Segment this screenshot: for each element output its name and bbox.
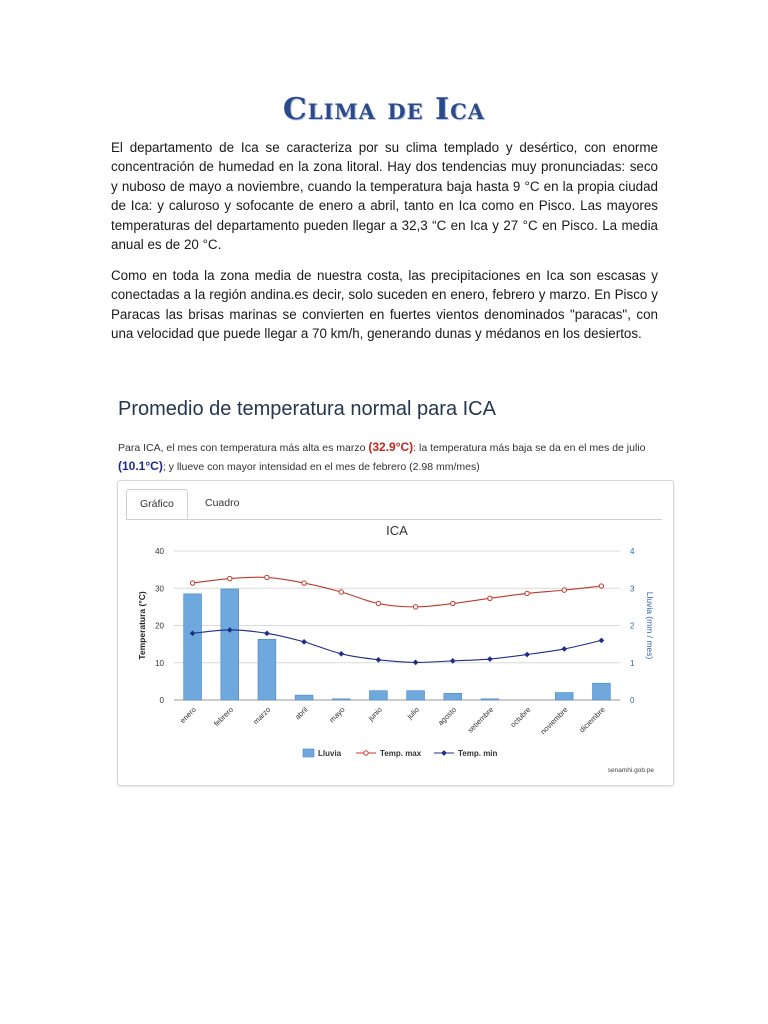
temp-max-point <box>190 581 194 585</box>
x-tick-label: marzo <box>251 705 273 727</box>
rain-bar <box>592 683 610 700</box>
desc-text-3: ; y llueve con mayor intensidad en el mes de febrero (2.98 mm/mes) <box>162 461 480 473</box>
desc-text-1: Para ICA, el mes con temperatura más alta es marzo <box>118 442 369 454</box>
legend-label-tmin: Temp. min <box>458 749 498 758</box>
source-credit: senamhi.gob.pe <box>607 767 654 774</box>
legend-label-lluvia: Lluvia <box>318 749 342 758</box>
y-tick-label: 10 <box>155 658 164 668</box>
page-title: Clima de Ica <box>282 92 486 127</box>
rain-bar <box>221 589 239 700</box>
legend-marker-tmax <box>364 751 368 755</box>
paragraph-2: Como en toda la zona media de nuestra costa, las precipitaciones en Ica son escasas y conectadas a la región andina.es decir, solo suceden en enero, febrero y marzo. En Pisco y Paracas las brisas marinas se convierten en fuertes vientos denominados "paracas", con una velocidad que puede llegar a 70 km/h, generando dunas y médanos en los desiertos. <box>111 268 658 342</box>
figure-description <box>118 438 678 476</box>
x-tick-label: febrero <box>211 705 236 729</box>
x-tick-label: setiembre <box>465 705 496 735</box>
temp-max-point <box>525 591 529 595</box>
temp-max-point <box>228 576 232 580</box>
x-tick-label: abril <box>293 705 310 722</box>
temp-max-point <box>265 575 269 579</box>
rain-bar <box>407 691 425 700</box>
max-temp-highlight: (32.9°C) <box>368 440 414 454</box>
x-tick-label: enero <box>178 705 198 725</box>
temp-min-point <box>376 657 382 663</box>
x-tick-label: diciembre <box>577 705 607 735</box>
y-right-tick-label: 2 <box>630 621 635 631</box>
y-axis-label: Temperatura (°C) <box>137 591 147 660</box>
temp-min-point <box>264 630 270 636</box>
temp-max-point <box>339 590 343 594</box>
rain-bar <box>258 639 276 700</box>
temp-min-point <box>524 652 530 658</box>
min-temp-highlight: (10.1°C) <box>118 459 163 473</box>
x-tick-label: octubre <box>508 705 533 730</box>
x-tick-label: mayo <box>327 705 347 725</box>
rain-bar <box>184 594 202 700</box>
tab-cuadro[interactable]: Cuadro <box>205 497 240 509</box>
y-right-tick-label: 3 <box>630 584 635 594</box>
temp-max-point <box>376 601 380 605</box>
temp-max-point <box>599 584 603 588</box>
rain-bar <box>332 699 350 700</box>
x-tick-label: agosto <box>435 705 459 728</box>
chart-panel <box>117 480 674 786</box>
temp-min-point <box>338 651 344 657</box>
y-right-tick-label: 0 <box>630 696 635 705</box>
paragraph-1: El departamento de Ica se caracteriza por su clima templado y desértico, con enorme concentración de humedad en la zona litoral. Hay dos tendencias muy pronunciadas: seco y nuboso de mayo a noviembre, cuando la temperatura baja hasta 9 °C en la propia ciudad de Ica: y caluroso y sofocante de enero a abril, tanto en Ica como en Pisco. Las mayores temperaturas del departamento pueden llegar a 32,3 “C en Ica y 27 °C en Pisco. La media anual es de 20 °C. <box>111 140 658 253</box>
temp-min-point <box>599 638 605 644</box>
temp-min-point <box>413 660 419 666</box>
tab-grafico[interactable]: Gráfico <box>126 489 188 519</box>
temp-max-point <box>451 601 455 605</box>
y-tick-label: 20 <box>155 621 164 631</box>
rain-bar <box>369 691 387 700</box>
temp-min-point <box>301 639 307 645</box>
legend-swatch-lluvia <box>303 749 314 757</box>
legend-label-tmax: Temp. max <box>380 749 422 758</box>
y-tick-label: 40 <box>155 547 164 556</box>
x-tick-label: noviembre <box>538 705 570 737</box>
figure-title: Promedio de temperatura normal para ICA <box>118 398 496 420</box>
temp-max-point <box>562 588 566 592</box>
temp-min-point <box>487 656 493 662</box>
rain-bar <box>555 693 573 700</box>
temp-max-point <box>488 596 492 600</box>
temp-min-point <box>561 646 567 652</box>
temp-max-line <box>193 577 602 607</box>
temp-max-point <box>302 581 306 585</box>
legend-marker-tmin <box>441 750 447 756</box>
desc-text-2: : la temperatura más baja se da en el mes de julio <box>413 442 646 454</box>
climate-figure <box>113 395 678 790</box>
rain-bar <box>481 699 499 700</box>
y-right-tick-label: 4 <box>630 547 635 556</box>
y-tick-label: 30 <box>155 584 164 594</box>
temp-min-line <box>193 630 602 662</box>
climate-chart <box>118 481 673 785</box>
temp-max-point <box>413 605 417 609</box>
y-tick-label: 0 <box>159 696 164 705</box>
x-tick-label: julio <box>405 705 421 721</box>
y-right-tick-label: 1 <box>630 658 635 668</box>
x-tick-label: junio <box>366 705 384 723</box>
chart-title: ICA <box>386 523 408 538</box>
rain-bar <box>444 693 462 700</box>
rain-bar <box>295 695 313 700</box>
y-right-axis-label: Lluvia (mm / mes) <box>645 591 655 660</box>
